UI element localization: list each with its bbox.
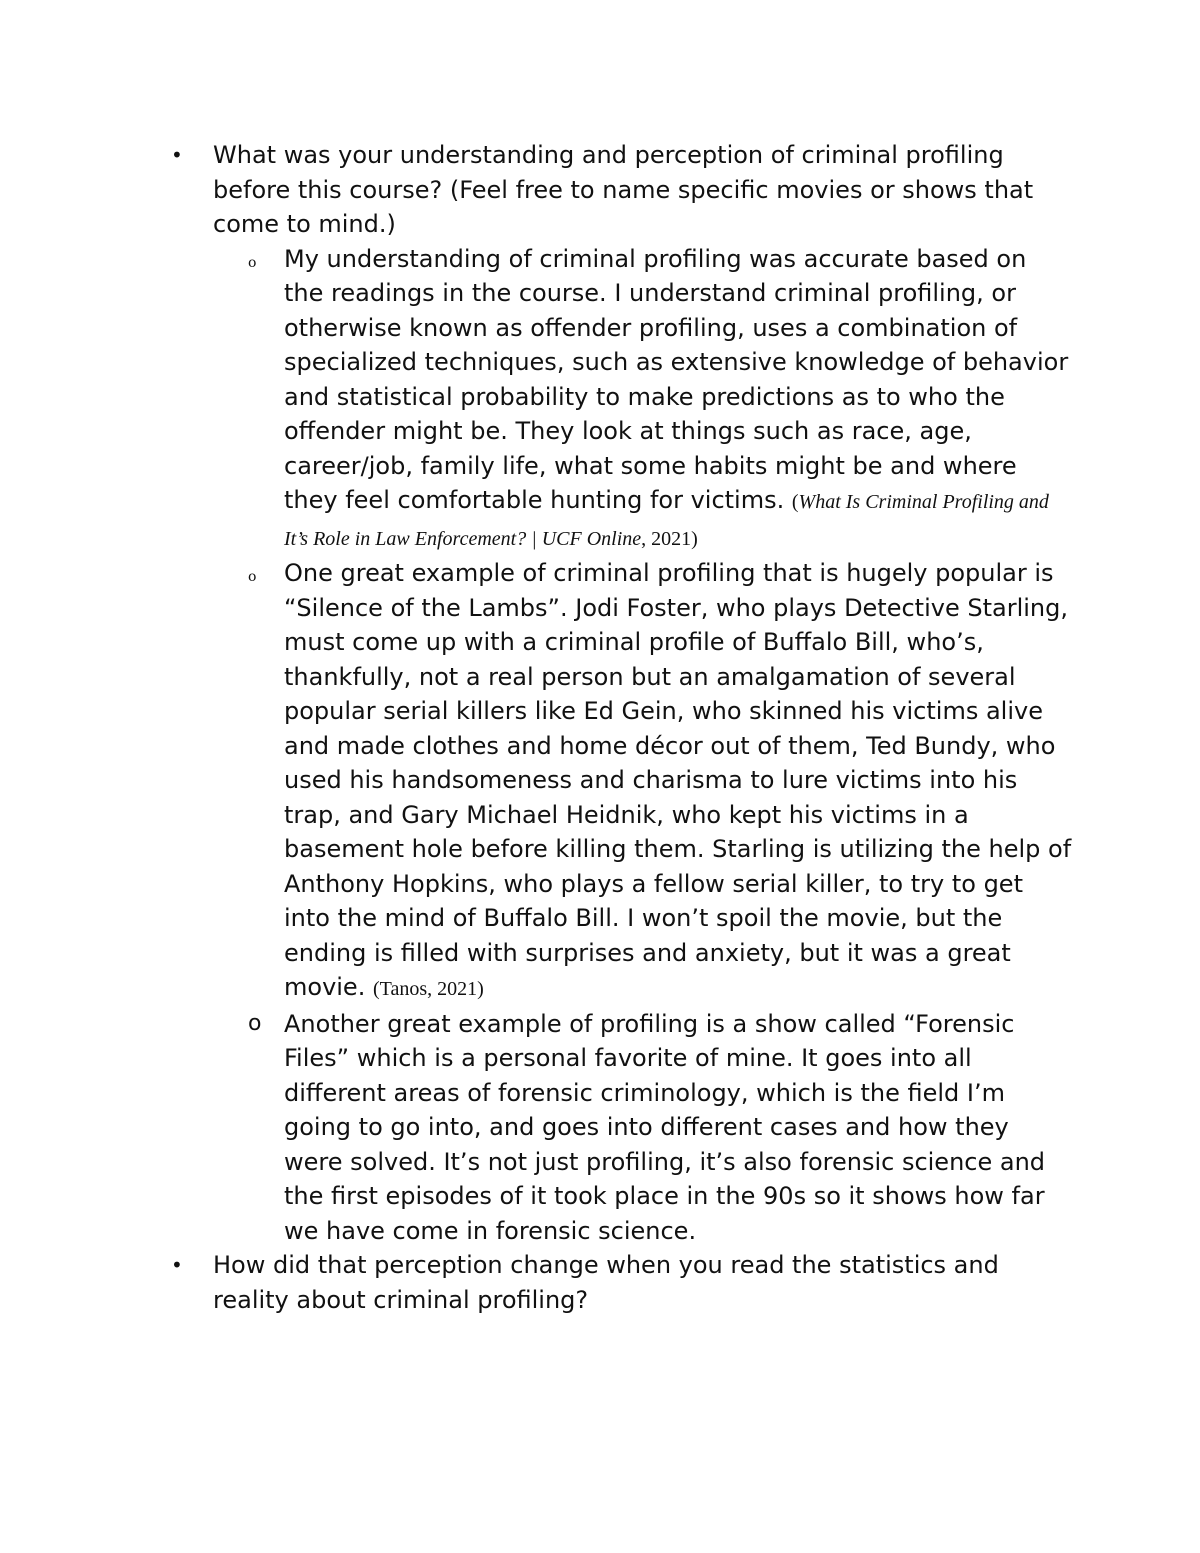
answer-text: Another great example of profiling is a show called “Forensic Files” which is a personal favorite of mine. It goes into all different areas of forensic criminology, which is the field I’m going to go into, and goes into different cases and how they were solved. It’s not just profiling, it’s also forensic science and the first episodes of it took place in the 90s so it shows how far we have come in forensic science. <box>284 1009 1046 1245</box>
sub-bullet-icon: o <box>248 1010 262 1036</box>
question-text: How did that perception change when you read the statistics and reality about criminal profiling? <box>213 1251 999 1314</box>
citation-title: What Is Criminal Profiling and It’s Role in Law Enforcement? | UCF Online <box>284 491 1049 550</box>
sub-bullet-icon: o <box>248 254 257 271</box>
question-text: What was your understanding and perception of criminal profiling before this course? (Feel free to name specific movies or shows that come to mind.) <box>213 141 1034 238</box>
question-item <box>171 138 1073 242</box>
bullet-icon: • <box>171 1253 183 1277</box>
citation: (Tanos, 2021) <box>372 978 484 1000</box>
answer-item <box>248 242 1073 557</box>
bullet-icon: • <box>171 143 183 167</box>
answer-text: My understanding of criminal profiling was accurate based on the readings in the course. I understand criminal profiling, or otherwise known as offender profiling, uses a combination of specialized techniques, such as extensive knowledge of behavior and statistical probability to make predictions as to who the offender might be. They look at things such as race, age, career/job, family life, what some habits might be and where they feel comfortable hunting for victims. <box>284 244 1069 514</box>
sub-bullet-icon: o <box>248 569 257 585</box>
answer-text: One great example of criminal profiling that is hugely popular is “Silence of the Lambs”. Jodi Foster, who plays Detective Starling, must come up with a criminal profile of Buffalo Bill, who’s, thankfully, not a real person but an amalgamation of several popular serial killers like Ed Gein, who skinned his victims alive and made clothes and home décor out of them, Ted Bundy, who used his handsomeness and charisma to lure victims into his trap, and Gary Michael Heidnik, who kept his victims in a basement hole before killing them. Starling is utilizing the help of Anthony Hopkins, who plays a fellow serial killer, to try to get into the mind of Buffalo Bill. I won’t spoil the movie, but the ending is filled with surprises and anxiety, but it was a great movie. <box>284 559 1072 1001</box>
question-item <box>171 1248 1073 1317</box>
answer-item <box>248 556 1073 1007</box>
citation-year: , 2021) <box>641 527 698 550</box>
answer-item <box>248 1007 1073 1249</box>
document-body <box>171 138 1073 1317</box>
citation-open: ( <box>791 491 799 513</box>
